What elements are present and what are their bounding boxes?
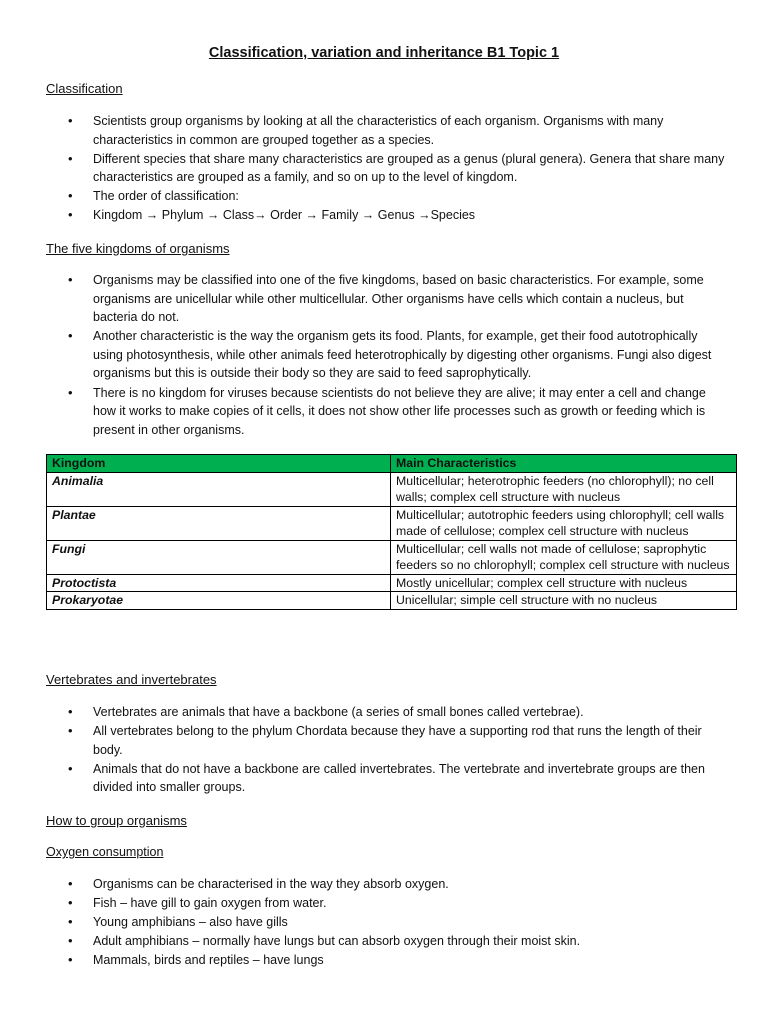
table-row	[47, 592, 737, 610]
characteristics-cell: Multicellular; cell walls not made of cellulose; saprophytic feeders so no chlorophyll; complex cell structure with nucleus	[391, 540, 737, 574]
kingdom-cell: Animalia	[47, 472, 391, 506]
list-item: • The order of classification:	[46, 187, 726, 206]
list-item: • Fish – have gill to gain oxygen from water.	[46, 894, 726, 913]
heading-vertebrates: Vertebrates and invertebrates	[46, 672, 217, 687]
list-item: • Scientists group organisms by looking at all the characteristics of each organism. Organisms with many characteristics in common are grouped together as a species.	[46, 112, 726, 149]
table-row	[47, 472, 737, 506]
table-header-characteristics: Main Characteristics	[391, 455, 737, 473]
characteristics-cell: Unicellular; simple cell structure with no nucleus	[391, 592, 737, 610]
kingdom-cell: Plantae	[47, 506, 391, 540]
subheading-oxygen-consumption: Oxygen consumption	[46, 845, 164, 859]
list-item: • There is no kingdom for viruses because scientists do not believe they are alive; it may enter a cell and change how it works to make copies of it cells, it does not show other life processes such as growth or feeding which is present in other organisms.	[46, 384, 726, 440]
table-row	[47, 540, 737, 574]
table-row	[47, 574, 737, 592]
list-item: • Another characteristic is the way the organism gets its food. Plants, for example, get their food autotrophically using photosynthesis, while other animals feed heterotrophically by digesting other organisms. Fungi also digest organisms but this is outside their body so they are said to feed saprophytically.	[46, 327, 726, 383]
list-item: • Mammals, birds and reptiles – have lungs	[46, 951, 726, 970]
oxygen-list	[46, 875, 726, 970]
list-item: • Animals that do not have a backbone are called invertebrates. The vertebrate and invertebrate groups are then divided into smaller groups.	[46, 760, 726, 797]
list-item: • Different species that share many characteristics are grouped as a genus (plural genera). Genera that share many characteristics are grouped as a family, and so on up to the level of kingdom.	[46, 150, 726, 187]
kingdoms-table	[46, 454, 737, 610]
list-item: • Organisms may be classified into one of the five kingdoms, based on basic characteristics. For example, some organisms are unicellular while other multicellular. Other organisms have cells which contain a nucleus, but bacteria do not.	[46, 271, 726, 327]
table-row	[47, 506, 737, 540]
kingdom-cell: Protoctista	[47, 574, 391, 592]
kingdom-cell: Prokaryotae	[47, 592, 391, 610]
heading-five-kingdoms: The five kingdoms of organisms	[46, 241, 230, 256]
vertebrates-list	[46, 703, 726, 797]
characteristics-cell: Multicellular; autotrophic feeders using chlorophyll; cell walls made of cellulose; complex cell structure with nucleus	[391, 506, 737, 540]
heading-group-organisms: How to group organisms	[46, 813, 187, 828]
heading-classification: Classification	[46, 81, 123, 96]
table-header-row	[47, 455, 737, 473]
document-title: Classification, variation and inheritance B1 Topic 1	[208, 45, 560, 61]
classification-list	[46, 112, 726, 226]
characteristics-cell: Multicellular; heterotrophic feeders (no chlorophyll); no cell walls; complex cell structure with nucleus	[391, 472, 737, 506]
list-item: • Organisms can be characterised in the way they absorb oxygen.	[46, 875, 726, 894]
list-item: • Young amphibians – also have gills	[46, 913, 726, 932]
table-header-kingdom: Kingdom	[47, 455, 391, 473]
list-item: • Adult amphibians – normally have lungs but can absorb oxygen through their moist skin.	[46, 932, 726, 951]
characteristics-cell: Mostly unicellular; complex cell structure with nucleus	[391, 574, 737, 592]
kingdom-cell: Fungi	[47, 540, 391, 574]
kingdoms-list	[46, 271, 726, 440]
list-item: • All vertebrates belong to the phylum Chordata because they have a supporting rod that runs the length of their body.	[46, 722, 726, 759]
list-item: • Kingdom → Phylum → Class→ Order → Family → Genus →Species	[46, 206, 726, 225]
list-item: • Vertebrates are animals that have a backbone (a series of small bones called vertebrae).	[46, 703, 726, 722]
